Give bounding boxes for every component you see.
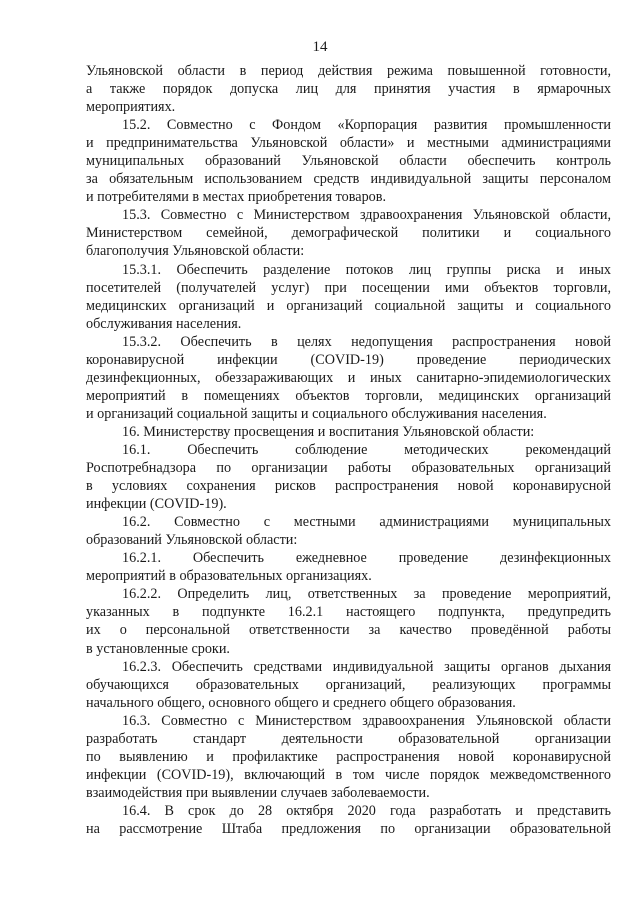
text-line: инфекции (COVID-19), включающий в том числе порядок межведомственного bbox=[86, 766, 611, 783]
text-line: в условиях сохранения рисков распространения новой коронавирусной bbox=[86, 478, 611, 495]
text-line: образований Ульяновской области: bbox=[86, 532, 298, 549]
text-line: и потребителями в местах приобретения товаров. bbox=[86, 189, 387, 206]
text-line: а также порядок допуска лиц для принятия участия в ярмарочных bbox=[86, 81, 611, 98]
text-line: 16.2. Совместно с местными администрациями муниципальных bbox=[122, 514, 611, 531]
text-line: коронавирусной инфекции (COVID-19) проведение периодических bbox=[86, 351, 611, 368]
text-line: медицинских организаций и организаций социальной защиты и социального bbox=[86, 297, 611, 314]
text-line: 15.3.1. Обеспечить разделение потоков лиц группы риска и иных bbox=[122, 261, 611, 278]
page-number: 14 bbox=[312, 39, 328, 55]
text-line: обслуживания населения. bbox=[86, 315, 242, 332]
text-line: разработать стандарт деятельности образовательной организации bbox=[86, 730, 611, 747]
text-line: Ульяновской области в период действия режима повышенной готовности, bbox=[86, 63, 611, 79]
text-line: начального общего, основного общего и среднего общего образования. bbox=[86, 694, 516, 711]
text-line: 15.3. Совместно с Министерством здравоохранения Ульяновской области, bbox=[122, 207, 611, 224]
text-line: 15.3.2. Обеспечить в целях недопущения распространения новой bbox=[122, 333, 611, 350]
text-line: 16.3. Совместно с Министерством здравоохранения Ульяновской области bbox=[122, 712, 611, 729]
text-line: 16.4. В срок до 28 октября 2020 года разработать и представить bbox=[122, 802, 611, 819]
text-line: мероприятиях. bbox=[86, 99, 176, 116]
text-line: посетителей (получателей услуг) при посещении ими объектов торговли, bbox=[86, 279, 611, 296]
text-line: и предпринимательства Ульяновской области» и местными администрациями bbox=[86, 135, 611, 152]
text-line: муниципальных образований Ульяновской области обеспечить контроль bbox=[86, 153, 611, 170]
text-line: обучающихся образовательных организаций, реализующих программы bbox=[86, 676, 611, 693]
text-line: благополучия Ульяновской области: bbox=[86, 243, 305, 260]
text-line: их о персональной ответственности за качество проведённой работы bbox=[86, 622, 611, 639]
body-text bbox=[86, 62, 611, 838]
text-line: 15.2. Совместно с Фондом «Корпорация развития промышленности bbox=[122, 117, 611, 134]
text-line: дезинфекционных, обеззараживающих и иных санитарно-эпидемиологических bbox=[86, 369, 611, 386]
text-line: в установленные сроки. bbox=[86, 640, 230, 657]
text-line: Министерством семейной, демографической политики и социального bbox=[86, 225, 611, 242]
text-line: на рассмотрение Штаба предложения по организации образовательной bbox=[86, 820, 611, 837]
text-line: мероприятий в помещениях объектов торговли, медицинских организаций bbox=[86, 387, 611, 404]
text-line: Роспотребнадзора по организации работы образовательных организаций bbox=[86, 460, 611, 477]
text-line: инфекции (COVID-19). bbox=[86, 496, 227, 513]
text-line: и организаций социальной защиты и социального обслуживания населения. bbox=[86, 405, 547, 422]
text-line: 16.2.1. Обеспечить ежедневное проведение дезинфекционных bbox=[122, 550, 611, 567]
text-line: указанных в подпункте 16.2.1 настоящего подпункта, предупредить bbox=[86, 604, 611, 621]
text-line: 16.2.2. Определить лиц, ответственных за проведение мероприятий, bbox=[122, 586, 611, 603]
text-line: по выявлению и профилактике распространения новой коронавирусной bbox=[86, 748, 611, 765]
text-line: 16.1. Обеспечить соблюдение методических рекомендаций bbox=[122, 441, 611, 458]
text-line: 16.2.3. Обеспечить средствами индивидуальной защиты органов дыхания bbox=[122, 658, 611, 675]
text-line: за обязательным использованием средств индивидуальной защиты персоналом bbox=[86, 171, 611, 188]
text-line: взаимодействия при выявлении случаев заболеваемости. bbox=[86, 784, 430, 801]
text-line: 16. Министерству просвещения и воспитания Ульяновской области: bbox=[122, 423, 535, 440]
text-line: мероприятий в образовательных организациях. bbox=[86, 568, 372, 585]
